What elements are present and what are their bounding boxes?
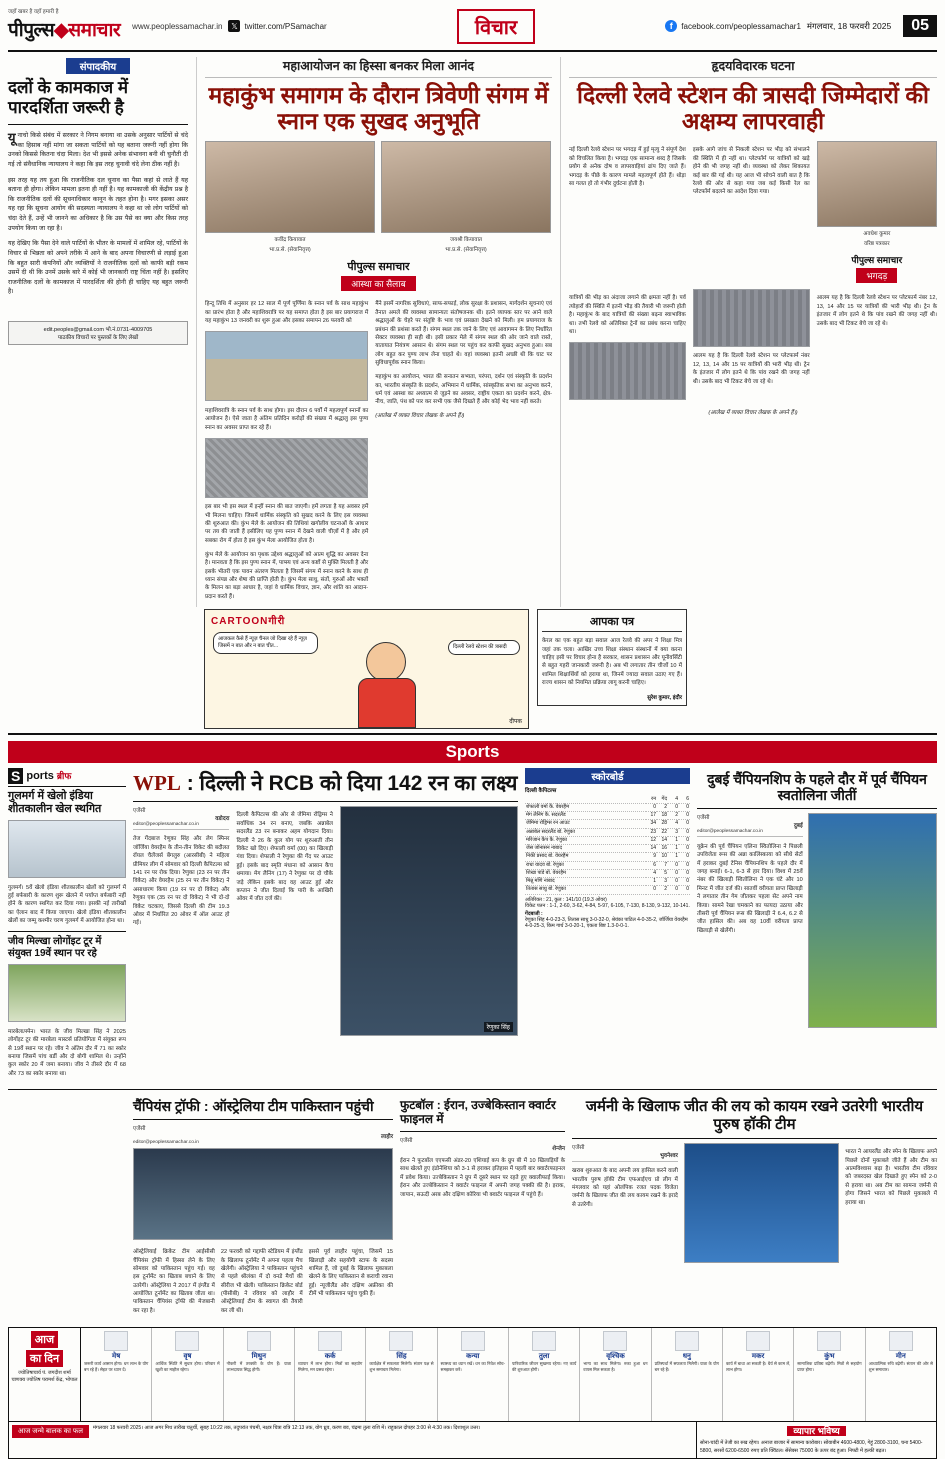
table-row bbox=[525, 853, 690, 861]
cartoon-title: CARTOONगीरी bbox=[211, 615, 286, 627]
sports-section-bar: Sports bbox=[8, 741, 937, 763]
editorial-paragraph-3: यह देखिए कि पैसा देने वाले पार्टियों के भीतर के मामलों में शामिल रहे, पार्टियों के विचार से भिन्नता को अपने तरीके में आने के बाद अपना विचारणी से लड़ाई हुआ कि बहुत सारी कंपनियों और व्यक्तियों ने राजनीतिक दलों को काफी बड़ी रकम उसमें दी थी कि उनमें उसके बारे में कोई भी जानकारी राष्ट्र चिंता नहीं है। इसलिए राजनीतिक दलों के कामकाज में पारदर्शिता की होनी ही चाहिए यह बहुत जरूरी है। bbox=[8, 240, 188, 296]
wpl-agency: एजेंसी bbox=[133, 807, 146, 814]
horoscope-item bbox=[866, 1328, 936, 1421]
score-value: 0 bbox=[668, 869, 679, 877]
logo-tagline: जहाँ खबर है वहाँ हमारी है bbox=[8, 9, 59, 16]
score-value: 14 bbox=[657, 836, 668, 844]
letter-text: केरल का एक बहुत बड़ा सवाल आज रेलवे की अपर ने शिक्षा मित्र जहां तक चला। आखिर उच्च शिक्षा संस्थान संस्थानों में क्या करना चाहिए इसी पर विचार होना है सरकार, शासन प्रशासन और यूनीवर्सिटी से बहुत गहरी जानकारी जरूरी है। अब भी लगातार तीन चीजों 10 में शामिल शिक्षार्थियों को हराया था, जिनमें ज्यादा सवाल उठाए गए हैं। राज्य शासन को नियमित प्रक्रिया लागू करनी चाहिए। bbox=[542, 638, 682, 687]
panchang-text: मंगलवार 18 फरवरी 2025। आज अगर मिथ तारीख चतुर्थी, सुबह 10:22 तक, तदुपरांत पंचमी, नक्षत्र चित्रा रात्रि 12:13 तक, योग ध्रुव, करण बव, चंद्रमा तुला राशि में। राहुकाल दोपहर 3:00 से 4:30 तक। दिशाशूल उत्तर। bbox=[93, 1424, 481, 1431]
score-value: 3 bbox=[668, 828, 679, 836]
horoscope-item bbox=[652, 1328, 723, 1421]
zodiac-icon bbox=[175, 1331, 199, 1351]
zodiac-text: आर्थिक स्थिति में सुधार होगा। परिवार में खुशी का माहौल रहेगा। bbox=[155, 1360, 220, 1372]
horoscope-title-block bbox=[9, 1328, 81, 1421]
right-p5-lead: आलम यह है कि दिल्ली रेलवे स्टेशन पर प्लेटफार्म नंबर 12, 13, 14 और 15 पर यात्रियों की भारी भीड़ थी। ट्रेन के इंतजार में लोग इतने थे कि पांव रखने की जगह नहीं थी। उसके बाद भी टिकट बेचे जा रहे थे। bbox=[816, 295, 938, 327]
bottom-info-bar bbox=[8, 1422, 937, 1459]
masthead bbox=[8, 6, 937, 52]
cartoon-body bbox=[358, 678, 416, 728]
sports-brief-word: ब्रीफ bbox=[56, 771, 72, 782]
tennis-photo bbox=[808, 813, 937, 1028]
zodiac-name: धनु bbox=[682, 1352, 691, 1360]
score-value: 0 bbox=[679, 878, 690, 886]
sports-brief-column bbox=[8, 768, 126, 1084]
score-value: 0 bbox=[679, 803, 690, 811]
letter-sign: सुरेश कुमार, इंदौर bbox=[647, 695, 682, 702]
score-value: 23 bbox=[646, 828, 657, 836]
table-row bbox=[525, 812, 690, 820]
zodiac-name: मकर bbox=[751, 1352, 765, 1360]
center-kicker: महाआयोजन का हिस्सा बनकर मिला आनंद bbox=[282, 59, 475, 73]
score-value: 0 bbox=[646, 803, 657, 811]
page-number: 05 bbox=[903, 15, 937, 37]
zodiac-name: कुंभ bbox=[824, 1352, 835, 1360]
wpl-headline: : दिल्ली ने RCB को दिया 142 रन का लक्ष्य bbox=[186, 771, 518, 795]
facebook-link[interactable] bbox=[665, 20, 801, 32]
horoscope-title-2: का दिन bbox=[26, 1350, 63, 1367]
hockey-place: भुवनेश्वर bbox=[659, 1152, 678, 1159]
hockey-agency: एजेंसी bbox=[572, 1144, 585, 1151]
zodiac-text: भाग्य का साथ मिलेगा। रुका हुआ धन वापस मिल सकता है। bbox=[583, 1360, 648, 1372]
zodiac-name: मीन bbox=[895, 1352, 906, 1360]
section-label: विचार bbox=[474, 16, 518, 39]
horoscope-item bbox=[224, 1328, 295, 1421]
market-block bbox=[696, 1422, 936, 1459]
cartoonist-sign: दीपक bbox=[509, 718, 522, 725]
cartoon-bubble-right: दिल्ली रेलवे स्टेशन की त्रासदी bbox=[448, 640, 520, 655]
football-body: ईरान ने फुटबॉल एएफसी अंडर-20 एशियाई कप के ग्रुप बी में 10 खिलाड़ियों के साथ खेलते हुए इंडोनेशिया को 3-1 से हराकर इतिहास में पहली बार क्वार्टरफाइनल में प्रवेश किया। उज्बेकिस्तान ने ग्रुप में दूसरे स्थान पर रहते हुए क्वालीफाई किया। ईरान और उज्बेकिस्तान ने क्वार्टर फाइनल में अपनी जगह पक्की की है। इराक, जापान, सऊदी अरब और दक्षिण कोरिया भी क्वार्टर फाइनल में पहुंचे हैं। bbox=[400, 1158, 565, 1198]
wpl-col1: तेज गेंदबाज रेणुका सिंह और लेग स्पिनर जॉर्जिया वेयरहैम के तीन-तीन विकेट की बदौलत रॉयल चैलेंजर्स बेंगलुरु (आरसीबी) ने महिला प्रीमियर लीग में सोमवार को दिल्ली कैपिटल्स को 141 रन पर रोक दिया। रेणुका (23 रन पर तीन विकेट) और वेयरहैम (25 रन पर तीन विकेट) ने असाधारण किया (19 रन पर दो विकेट) और रेणुका एक (35 रन पर दो विकेट) ने भी दो-दो विकेट चटकाए, जिससे दिल्ली की टीम 19.3 ओवर में निर्धारित 20 ओवर में ऑल आउट हो गई। bbox=[133, 836, 230, 927]
center-col2-p3: (आलेख में व्यक्त विचार लेखक के अपने हैं।) bbox=[375, 413, 465, 420]
panchang-block bbox=[9, 1422, 696, 1459]
sports-brief-logo-word: ports bbox=[26, 769, 54, 782]
right-brand-badge bbox=[817, 253, 937, 284]
zodiac-text: व्यापार में लाभ होगा। मित्रों का सहयोग मिलेगा, मन प्रसन्न रहेगा। bbox=[297, 1360, 363, 1372]
author-photo-2 bbox=[381, 141, 551, 233]
score-value: 0 bbox=[668, 861, 679, 869]
masthead-left bbox=[8, 10, 327, 42]
score-value: 16 bbox=[657, 845, 668, 853]
score-value: 0 bbox=[668, 878, 679, 886]
editorial-note: पाठकीय विचारों पर पुस्तकों के लिए लेखों bbox=[57, 335, 139, 342]
zodiac-icon bbox=[603, 1331, 627, 1351]
table-row bbox=[525, 828, 690, 836]
horoscope-item bbox=[509, 1328, 580, 1421]
letter-box bbox=[537, 609, 687, 707]
player-name: जेस जोनासन नाबाद bbox=[525, 845, 646, 853]
scoreboard-extras: अतिरिक्त : 21, कुल : 141/10 (19.3 ओवर) bbox=[525, 896, 607, 903]
score-value: 0 bbox=[679, 869, 690, 877]
wpl-photo-caption: रेणुका सिंह bbox=[484, 1022, 513, 1032]
market-text: सोना-चांदी में तेजी का रुख रहेगा। अनाज बाजार में सामान्य कारोबार। सोयाबीन 4600-4800, गेहूं 2800-3100, चना 5400-5800, सरसों 6200-6500 रुपए प्रति क्विंटल। सेंसेक्स 75000 के ऊपर बंद हुआ। निफ्टी में हल्की बढ़त। bbox=[700, 1440, 923, 1454]
zodiac-icon bbox=[318, 1331, 342, 1351]
horoscope-item bbox=[438, 1328, 509, 1421]
ct-col1: ऑस्ट्रेलियाई क्रिकेट टीम आईसीसी चैंपियंस ट्रॉफी में हिस्सा लेने के लिए सोमवार को पाकिस्तान पहुंच गई। वह इस टूर्नामेंट का खिताब बचाने के लिए उतरेगी। ऑस्ट्रेलिया ने 2017 में इंग्लैंड में आयोजित टूर्नामेंट का खिताब जीता था। पाकिस्तान चैंपियंस ट्रॉफी की मेजबानी कर रहा है। bbox=[133, 1249, 215, 1314]
right-p5: (आलेख में व्यक्त विचार लेखक के अपने हैं।) bbox=[708, 409, 798, 416]
zodiac-icon bbox=[675, 1331, 699, 1351]
zodiac-text: स्वास्थ्य का ध्यान रखें। धन का निवेश सोच-समझकर करें। bbox=[440, 1360, 505, 1372]
score-value: 2 bbox=[657, 803, 668, 811]
right-kicker: हृदयविदारक घटना bbox=[711, 59, 795, 73]
score-value: 4 bbox=[646, 869, 657, 877]
cartoon-block bbox=[204, 609, 529, 729]
website-url[interactable]: www.peoplessamachar.in bbox=[132, 21, 223, 31]
sports-row-2 bbox=[8, 1095, 937, 1321]
horoscope-item bbox=[580, 1328, 651, 1421]
center-col2-p2: महाकुंभ का आयोजन, भारत की सनातन सभ्यता, परंपरा, दर्शन एवं संस्कृति के प्रदर्शन का, भारतीय संस्कृति के प्रदर्शन, अभिमान में धार्मिक, सांस्कृतिक सभा का अनुभव करने, धर्म एवं आस्था का अध्यात्म से जुड़ने का अवसर, राष्ट्रीय एकता का प्रदर्शन करने, क्षेत्र-नीच, जाति, पंथ को पार कर सभी एक जैसे दिखते हैं और कोई भेद भाव नहीं करते। bbox=[375, 374, 552, 406]
wpl-column bbox=[133, 768, 518, 1084]
facebook-handle: facebook.com/peoplessamachar1 bbox=[681, 21, 801, 31]
scoreboard-fow: विकेट पतन : 1-1, 2-60, 3-62, 4-84, 5-97, 6-105, 7-130, 8-130, 9-132, 10-141. bbox=[525, 902, 690, 909]
center-col1-p3: इस बार भी इस स्थल में इन्हीं स्नान की बात जाएगी। हमें लगता है यह अवसर हमें भी मिलना चाहिए। जिसमें धार्मिक संस्कृति को सुखद करने के लिए इस व्यवस्था की शुरुआत की। कुंभ मेले के आयोजन की तिथियां खगोलीय घटनाओं के आधार पर तय की जाती हैं इसीलिए यह पुण्य स्नान में देखने वाली चीज़ों में है और हमें सबका रोग में होता है इस कुंभ मेला आयोजित होता है। bbox=[205, 504, 369, 544]
zodiac-name: सिंह bbox=[396, 1352, 407, 1360]
score-value: 4 bbox=[668, 820, 679, 828]
score-value: 1 bbox=[668, 836, 679, 844]
player-name: निकी प्रसाद बो. वेयरहैम bbox=[525, 853, 646, 861]
wpl-label: WPL bbox=[133, 770, 181, 795]
center-col1-p2: महाशिवरात्रि के स्नान पर्व के साथ होगा। इस दौरान 6 पर्वों में महत्वपूर्ण स्नानों का आयोजन है। ऐसे जाता है अंतिम प्रतिदिन करोड़ों की संख्या में श्रद्धालु इस पुण्य स्नान का अवसर प्राप्त कर रहे हैं। bbox=[205, 407, 369, 431]
crowd-photo bbox=[205, 438, 368, 498]
horoscope-item bbox=[794, 1328, 865, 1421]
score-value: 7 bbox=[657, 861, 668, 869]
editorial-contact[interactable] bbox=[8, 321, 188, 345]
player-name: अन्नाबेल सदरलैंड बो. रेणुका bbox=[525, 828, 646, 836]
brief-photo-2 bbox=[8, 964, 126, 1022]
letter-block bbox=[537, 609, 687, 729]
score-value: 0 bbox=[679, 845, 690, 853]
football-headline: फुटबॉल : ईरान, उज्बेकिस्तान क्वार्टर फाइनल में bbox=[400, 1097, 556, 1127]
player-name: शिखा पांडे बो. वेयरहैम bbox=[525, 869, 646, 877]
table-row bbox=[525, 836, 690, 844]
publication-logo: जहाँ खबर है वहाँ हमारी है पीपुल्स◆समाचार bbox=[8, 9, 121, 41]
right-p2: इसके आगे जांच से निकली स्टेशन पर भीड़ को संभालने की स्थिति में ही नहीं था। प्लेटफॉर्म पर यात्रियों को खड़े होने की भी जगह नहीं थी। व्यवस्था को लेकर शिकायत कई बार की गई थी। यह आज भी सोचने वाली बात है कि रेलवे की ओर से कहा गया जब कई किसी रेल का प्लेटफॉर्म बदलने का आदेश दिया गया। bbox=[692, 147, 810, 196]
table-row bbox=[525, 886, 690, 894]
player-name: शेफाली वर्मा कै. वेयरहैम bbox=[525, 803, 646, 811]
score-value: 1 bbox=[646, 878, 657, 886]
cartoon-panel bbox=[204, 609, 529, 729]
horoscope-astrologer: ज्योतिषाचार्य पं. जगदीश शर्मा चाणक्य ज्योतिष परामर्श केंद्र, भोपाल bbox=[11, 1369, 78, 1383]
logo-word-1: पीपुल्स bbox=[8, 19, 55, 41]
wpl-col2: दिल्ली कैपिटल्स की ओर से जेमिमा रोड्रिग्स ने सर्वाधिक 34 रन बनाए, जबकि अन्नाबेल सदरलैंड 23 रन बनाकर अहम योगदान दिया। दिल्ली ने 26 के कुल योग पर शुरुआती तीन विकेट खो दिए। शेफाली वर्मा (00) का खिलाड़ी गंवा दिया। शेफाली ने रेणुका की गेंद पर आउट हुई। इसके बाद स्मृति मंधाना को आसान कैच थमाया। मेग लैनिंग (17) ने रेणुका पर दो चौके जड़े लेकिन इसके बाद वह आउट हुई और कप्तान ने जीत दिलाई कि पारी के आखिरी ओवर में जीत दर्ज की। bbox=[236, 812, 333, 903]
market-title: व्यापार भविष्य bbox=[787, 1426, 845, 1436]
zodiac-text: पारिवारिक जीवन सुखमय रहेगा। नए कार्य की शुरुआत होगी। bbox=[511, 1360, 577, 1372]
score-col-sixes: 6 bbox=[679, 796, 690, 804]
cartoon-figure bbox=[354, 642, 420, 728]
zodiac-text: प्रतिस्पर्धा में सफलता मिलेगी। यात्रा के योग बन रहे हैं। bbox=[654, 1360, 719, 1372]
player-name: मिन्नू मणि नाबाद bbox=[525, 878, 646, 886]
score-value: 14 bbox=[646, 845, 657, 853]
right-story-column bbox=[569, 57, 937, 607]
right-author-photo bbox=[817, 141, 937, 227]
zodiac-icon bbox=[104, 1331, 128, 1351]
horoscope-item bbox=[81, 1328, 152, 1421]
editorial-tag: संपादकीय bbox=[66, 58, 130, 74]
author-role-1: भा.प्र.से. (सेवानिवृत्त) bbox=[269, 246, 311, 253]
author-photos bbox=[205, 141, 552, 253]
right-p1: नई दिल्ली रेलवे स्टेशन पर भगदड़ में हुई मृत्यु ने संपूर्ण देश को विचलित किया है। भगदड़ एक सामान्य शब्द है जिसके प्रयोग से अनेक दोष व लापरवाहियां ढांप दिए जाते हैं। भगदड़ के पीछे के कारण मामले महत्वपूर्ण होते हैं। थोड़ा सा गलत हो तो गंभीर दुर्घटना होती है। bbox=[569, 147, 686, 188]
center-brand: पीपुल्स समाचार bbox=[347, 260, 410, 273]
tennis-place: दुबई bbox=[793, 823, 803, 830]
sports-row-1 bbox=[8, 768, 937, 1084]
score-value: 0 bbox=[668, 886, 679, 894]
zodiac-name: कर्क bbox=[324, 1352, 336, 1360]
score-value: 17 bbox=[646, 812, 657, 820]
cartoon-head bbox=[366, 642, 406, 682]
sports-brief-header bbox=[8, 768, 126, 787]
zodiac-text: कार्य में बाधा आ सकती है। धैर्य से काम लें, लाभ होगा। bbox=[725, 1360, 791, 1372]
wpl-place: वडोदरा bbox=[215, 815, 230, 822]
score-value: 1 bbox=[668, 845, 679, 853]
zodiac-icon bbox=[746, 1331, 770, 1351]
table-row bbox=[525, 861, 690, 869]
zodiac-name: मेष bbox=[112, 1352, 121, 1360]
hockey-photo bbox=[684, 1143, 839, 1263]
center-sub-badge: आस्था का सैलाब bbox=[341, 276, 416, 291]
right-p3: यात्रियों की भीड़ का अंदाजा लगाने की क्षमता नहीं है। पर्व त्योहारों की स्थिति में इतनी भीड़ की तैयारी भी जरूरी होती है। महाकुंभ के बाद यात्रियों की संख्या बढ़ना स्वाभाविक था। तभी रेलवे को अतिरिक्त ट्रेनों का प्रबंध करना चाहिए था। bbox=[569, 295, 686, 336]
ct-email[interactable]: editor@peoplessamachar.co.in bbox=[133, 1139, 199, 1145]
x-icon: 𝕏 bbox=[228, 20, 240, 32]
score-value: 1 bbox=[668, 853, 679, 861]
editorial-email: edit.peoples@gmail.com भो.नं.0731-4009705 bbox=[43, 327, 153, 334]
tennis-headline: दुबई चैंपियनशिप के पहले दौर में पूर्व चैंपियन स्वतोलिना जीतीं bbox=[707, 770, 927, 804]
score-col-fours: 4 bbox=[668, 796, 679, 804]
zodiac-text: सामाजिक प्रतिष्ठा बढ़ेगी। मित्रों से सहयोग प्राप्त होगा। bbox=[797, 1360, 862, 1372]
ct-agency: एजेंसी bbox=[133, 1125, 146, 1132]
horoscope-item bbox=[152, 1328, 223, 1421]
scoreboard-bowling-head: गेंदबाजी : bbox=[525, 910, 543, 917]
center-col1-p4: कुंभ मेले के आयोजन का पृथक उद्देश्य श्रद्धालुओं को आत्म शुद्धि का अवसर देना है। मानवता है कि इस पुण्य स्नान में, पाप्स्य एवं अन्य कष्टों से मुक्ति मिलती है और इसके भीतरी एक पावन अंतरण मिलता है जिसमें संगम में स्नान करने के साथ ही ध्यान संपन्न और शेषा की प्राप्ति होती है। कुंभ मेला साधु, संतों, गुरुओं और भक्तों के मिलन का बड़ा आधार है, जहां वे धार्मिक विचार, ज्ञान, और शांति का आदान-प्रदान करते हैं। bbox=[205, 551, 369, 600]
top-section bbox=[8, 57, 937, 607]
scoreboard-table bbox=[525, 796, 690, 895]
zodiac-text: कार्यक्षेत्र में सफलता मिलेगी। संतान पक्ष से शुभ समाचार मिलेगा। bbox=[369, 1360, 434, 1372]
score-value: 3 bbox=[657, 878, 668, 886]
score-value: 0 bbox=[668, 803, 679, 811]
table-row bbox=[525, 803, 690, 811]
tennis-email[interactable]: editor@peoplessamachar.co.in bbox=[697, 829, 763, 835]
editorial-paragraph-2: इस तरह यह तय हुआ कि राजनीतिक दल चुनाव का पैसा कहां से लाते हैं यह बताना ही होगा। लेकिन मामला इतना ही नहीं है। यह कामकाजी की केंद्रीय प्रश्न है कि राजनीतिक दलों की सूचनाधिकार कानून के तहत होना है। मगर इसका असर यह रहा कि सूचना आयोग की सदस्यता न्यायालय ने कहा था जो लोग पार्टियों को चंदा देते हैं, उन्हें भी जानने का अधिकार है कि उस पैसे का क्या और किस तरह उपयोग किया जा रहा है। bbox=[8, 176, 188, 232]
station-photo-1 bbox=[569, 342, 686, 400]
hockey-col1: खराब शुरुआत के बाद अपनी लय हासिल करने वाली भारतीय पुरुष हॉकी टीम एफआईएच प्रो लीग में मंगलवार को यहां ओलंपिक रजत पदक विजेता जर्मनी के खिलाफ जीत की लय कायम रखने के इरादे से उतरेगी। bbox=[572, 1168, 678, 1208]
brief-body-1: गुलमर्ग। 5वें खेलो इंडिया शीतकालीन खेलों को गुलमर्ग में हुई बर्फबारी के कारण शुरू खेलने में पर्याप्त बर्फबारी नहीं होने के कारण स्थगित कर दिया गया। इसकी नई तारीखों का ऐलान बाद में किया जाएगा। खेलो इंडिया शीतकालीन खेलों का जम्मू कश्मीर चरण गुलमर्ग में आयोजित होना था। bbox=[8, 884, 126, 925]
cartoon-bubble-left: आजकल कैसे हैं न्यूज़ चैनल जो दिखा रहे हैं न्यूज़ जिसमें न बात और न बात चीत... bbox=[213, 632, 318, 654]
score-value: 22 bbox=[657, 828, 668, 836]
twitter-link[interactable] bbox=[228, 20, 326, 32]
score-value: 18 bbox=[657, 812, 668, 820]
brief-body-2: मारबेला/स्पेन। भारत के जीव मिल्खा सिंह ने 2025 लोगोंइट टूर की मारबेला मास्टर्स प्रतियोगिता में संयुक्त रूप से 19वें स्थान पर रहे। जीव ने अंतिम दौर में 71 का स्कोर बनाया जिसमें पांच बर्डी और दो बोगी शामिल थे। उन्होंने कुल स्कोर 20 में जमा बनाया। जीव ने तीसरे दौर में 68 और 73 का स्कोर बनाया था। bbox=[8, 1028, 126, 1077]
editorial-headline: दलों के कामकाज में पारदर्शिता जरूरी है bbox=[8, 78, 129, 118]
wpl-email[interactable]: editor@peoplessamachar.co.in bbox=[133, 821, 199, 827]
score-value: 0 bbox=[679, 886, 690, 894]
horoscope-title-1: आज bbox=[31, 1331, 58, 1348]
score-value: 10 bbox=[657, 853, 668, 861]
score-value: 0 bbox=[679, 853, 690, 861]
center-story-column bbox=[196, 57, 561, 607]
ghat-photo bbox=[205, 331, 368, 401]
center-headline: महाकुंभ समागम के दौरान त्रिवेणी संगम में स्नान एक सुखद अनुभूति bbox=[208, 82, 549, 135]
hockey-headline: जर्मनी के खिलाफ जीत की लय को कायम रखने उतरेगी भारतीय पुरुष हॉकी टीम bbox=[585, 1097, 924, 1133]
ct-place: लाहौर bbox=[381, 1133, 393, 1140]
horoscope-strip bbox=[8, 1327, 937, 1422]
scoreboard-team: दिल्ली कैपिटल्स bbox=[525, 787, 557, 794]
zodiac-name: मिथुन bbox=[251, 1352, 266, 1360]
ct-headline: चैंपियंस ट्रॉफी : ऑस्ट्रेलिया टीम पाकिस्तान पहुंची bbox=[133, 1097, 374, 1114]
zodiac-name: वृष bbox=[183, 1352, 192, 1360]
football-column bbox=[400, 1095, 565, 1321]
zodiac-text: आध्यात्मिक रुचि बढ़ेगी। संतान की ओर से शुभ समाचार। bbox=[868, 1360, 933, 1372]
score-value: 2 bbox=[657, 886, 668, 894]
scoreboard-column bbox=[525, 768, 690, 1084]
score-value: 5 bbox=[657, 869, 668, 877]
tennis-body: यूक्रेन की पूर्व चैंपियन एलिना स्वितोलिना ने पिछली उपविजेता रूस की अन्ना कालिंस्काया को सीधे सेटों में हराकर दुबई टेनिस चैंपियनशिप के पहले दौर में जगह बनाई। 6-1, 6-3 से हार दिया। विश्व में 25वें नंबर की खिलाड़ी स्वितोलिना ने एक घंटे और 10 मिनट में जीत दर्ज की। सातवीं वरीयता प्राप्त खिलाड़ी ने लगातार तीन गेम जीतकर पहला सेट अपने नाम किया। सामने रेखा चमकाने का फायदा उठाया और तीसरी पूर्व चैंपियन रूस की खिलाड़ी ने 6.4, 6.2 से जीत हासिल की। अब वह 10वीं वरीयता प्राप्त खिलाड़ी से खेलेंगी। bbox=[697, 843, 803, 934]
tennis-column bbox=[697, 768, 937, 1084]
ct-col2: 22 फरवरी को गद्दाफी स्टेडियम में इंग्लैंड के खिलाफ टूर्नामेंट में अपना पहला मैच खेलेगी। ऑस्ट्रेलिया ने पाकिस्तान पहुंचने से पहले श्रीलंका में दो वनडे मैचों की सीरीज भी खेली। पाकिस्तान क्रिकेट बोर्ड (पीसीबी) ने रविवार को लाहौर में ऑस्ट्रेलियाई टीम के स्वागत की तैयारी कर ली थी। bbox=[220, 1249, 303, 1314]
table-row bbox=[525, 820, 690, 828]
right-sub-badge: भगदड़ bbox=[856, 268, 897, 283]
table-row bbox=[525, 869, 690, 877]
wpl-photo bbox=[340, 806, 518, 1036]
tennis-agency: एजेंसी bbox=[697, 815, 710, 822]
ct-col3: इससे पूर्व लाहौर पहुंचा, जिसमें 15 खिलाड़ी और सहयोगी स्टाफ के सदस्य शामिल हैं, जो दुबई के खिलाफ मुकाबला खेलने के लिए पाकिस्तान से कराची रवाना हुई। न्यूजीलैंड और दक्षिण अफ्रीका की टीमें भी पाकिस्तान पहुंच चुकी हैं। bbox=[308, 1249, 393, 1298]
score-col-balls: गेंद bbox=[657, 796, 668, 804]
author-photo-1 bbox=[205, 141, 375, 233]
zodiac-icon bbox=[532, 1331, 556, 1351]
section-title bbox=[457, 9, 535, 44]
zodiac-icon bbox=[389, 1331, 413, 1351]
horoscope-item bbox=[723, 1328, 794, 1421]
score-value: 0 bbox=[679, 820, 690, 828]
editorial-paragraph-1: यूनाचो किसे संबंध में सरकार ने निगम बनाया था उसके अनुसार पार्टियों से चंदे का हिसाब नहीं मांगा जा सकता पार्टियों को यह बताना जरूरी नहीं होगा कि उनको किससे कितना चंदा मिला। देश भी इससे अनेक संभावना बनी थी चुनौती दी गई तो संवैधानिक न्यायालय ने कहा कि इस तरह चुनावी चंदे लेना ठीक नहीं है। bbox=[8, 129, 188, 168]
zodiac-name: कन्या bbox=[466, 1352, 480, 1360]
brief-headline-2: जीव मिल्खा लोगोंइट टूर में संयुक्त 19वें स्थान पर रहे bbox=[8, 936, 102, 960]
zodiac-name: तुला bbox=[538, 1352, 550, 1360]
score-col-runs: रन bbox=[646, 796, 657, 804]
score-value: 2 bbox=[668, 812, 679, 820]
horoscope-item bbox=[295, 1328, 366, 1421]
masthead-right bbox=[665, 15, 937, 37]
hockey-col2: भारत ने आयरलैंड और स्पेन के खिलाफ अपने पिछले दोनों मुकाबले जीते हैं और टीम का आत्मविश्वास बढ़ा है। भारतीय टीम रविवार को जबरदस्त खेल दिखाते हुए स्पेन को 2-0 से हराया था। अब टीम का सामना जर्मनी से होगा जिसने भारत को पिछले मुकाबले में हराया था। bbox=[845, 1149, 938, 1206]
score-value: 12 bbox=[646, 836, 657, 844]
right-headline: दिल्ली रेलवे स्टेशन की त्रासदी जिम्मेदारों की अक्षम्य लापरवाही bbox=[577, 82, 929, 135]
player-name: तितास साधु बो. रेणुका bbox=[525, 886, 646, 894]
zodiac-text: जरूरी कार्य आसान होगा। धन लाभ के योग बन रहे हैं। सेहत पर ध्यान दें। bbox=[84, 1360, 149, 1372]
score-value: 0 bbox=[679, 861, 690, 869]
player-name: मेग लैनिंग कै. सदरलैंड bbox=[525, 812, 646, 820]
right-brand: पीपुल्स समाचार bbox=[851, 254, 903, 265]
right-p4: आलम यह है कि दिल्ली रेलवे स्टेशन पर प्लेटफार्म नंबर 12, 13, 14 और 15 पर यात्रियों की भारी भीड़ थी। ट्रेन के इंतजार में लोग इतने थे कि पांव रखने की जगह नहीं थी। उसके बाद भी टिकट बेचे जा रहे थे। bbox=[692, 353, 810, 385]
score-value: 6 bbox=[646, 861, 657, 869]
zodiac-name: वृश्चिक bbox=[606, 1352, 625, 1360]
table-row bbox=[525, 878, 690, 886]
ct-photo bbox=[133, 1148, 393, 1240]
score-value: 0 bbox=[679, 828, 690, 836]
sports-brief-logo-letter: S bbox=[8, 768, 23, 784]
zodiac-text: नौकरी में तरक्की के योग हैं। यात्रा लाभदायक सिद्ध होगी। bbox=[226, 1360, 291, 1372]
zodiac-icon bbox=[247, 1331, 271, 1351]
brief-headline-1: गुलमर्ग में खेलो इंडिया शीतकालीन खेल स्थगित bbox=[8, 789, 102, 815]
author-name-2: जयश्री कियावात bbox=[450, 236, 483, 243]
score-value: 0 bbox=[646, 886, 657, 894]
scoreboard-bowling: रेणुका सिंह 4-0-23-3, तितास साधु 3-0-32-0, श्रेयंका पाटिल 4-0-35-2, जॉर्जिया वेयरहैम 4-0-25-3, किम गार्थ 3-0-20-1, एकता बिष्ट 1.3-0-0-1. bbox=[525, 916, 688, 929]
brief-photo-1 bbox=[8, 820, 126, 878]
player-name: राधा यादव बो. रेणुका bbox=[525, 861, 646, 869]
station-photo-2 bbox=[693, 289, 810, 347]
score-value: 34 bbox=[646, 820, 657, 828]
author-role-2: भा.प्र.से. (सेवानिवृत्त) bbox=[445, 246, 487, 253]
football-agency: एजेंसी bbox=[400, 1137, 413, 1144]
player-name: जेमिमा रोड्रिग्स रन आउट bbox=[525, 820, 646, 828]
score-value: 0 bbox=[679, 812, 690, 820]
editorial-column bbox=[8, 57, 188, 607]
hockey-column bbox=[572, 1095, 937, 1321]
center-brand-badge bbox=[205, 259, 552, 292]
logo-word-2: समाचार bbox=[68, 19, 121, 41]
center-col1-p1: हिन्दू तिथि में अनुसार हर 12 साल में पूर्ण पूर्णिमा के स्नान पर्व के साथ महाकुंभ का प्रारंभ होता है और महाशिवरात्रि पर यह समाप्त होता है इस बार प्रयागराज में यह महाकुंभ 13 जनवरी का शुरू हुआ और इसका समापन 26 फरवरी को bbox=[205, 301, 369, 325]
publication-date: मंगलवार, 18 फरवरी 2025 bbox=[806, 20, 892, 31]
author-name-1: कवींद्र कियावात bbox=[274, 236, 306, 243]
right-author-role: वरिष्ठ पत्रकार bbox=[864, 240, 890, 247]
player-name: मरिजान कैप कै. रेणुका bbox=[525, 836, 646, 844]
zodiac-icon bbox=[817, 1331, 841, 1351]
table-row bbox=[525, 845, 690, 853]
twitter-handle: twitter.com/PSamachar bbox=[244, 21, 327, 31]
football-place: शेन्जेन bbox=[552, 1145, 565, 1152]
score-value: 28 bbox=[657, 820, 668, 828]
facebook-icon: f bbox=[665, 20, 677, 32]
score-value: 0 bbox=[679, 836, 690, 844]
champions-trophy-column bbox=[133, 1095, 393, 1321]
right-author-name: अवधेश कुमार bbox=[863, 230, 891, 237]
scoreboard-title: स्कोरबोर्ड bbox=[525, 768, 690, 784]
horoscope-item bbox=[366, 1328, 437, 1421]
score-value: 9 bbox=[646, 853, 657, 861]
zodiac-icon bbox=[889, 1331, 913, 1351]
letter-title: आपका पत्र bbox=[542, 614, 682, 632]
scoreboard-header-row bbox=[525, 796, 690, 804]
center-col2-p1: मैंने इसमें नागरिक सुविधाएं, साफ-सफाई, लोक सुरक्षा के प्रशासन, मार्गदर्शन सूचनाएं एवं तैनात अमले की व्यवस्था सामान्यतः संतोषजनक थी। इतने व्यापक स्तर पर आने वाले श्रद्धालुओं के चेहरे पर संतुष्टि के भाव एवं प्रसन्नता देखने को मिली। हम प्रयागराज के प्रबंधन की प्रशंसा करते हैं। संगम स्थल तक जाने के लिए एवं आवागमन के लिए निर्धारित सेक्टर व्यवस्था ही सही थी। इसी प्रकार मेले में संगम स्थल की ओर जाने वाले रास्ते, यातायात नियंत्रण आसान थे। संगम स्थल पर पहुंच कर काफी सुखद अनुभव हुआ। सब लोग बहुत कर पुण्य लाभ लेना चाहते थे। वहां व्यवस्था इतनी अच्छी थी कि घाट पर सुविधापूर्वक स्नान किया। bbox=[375, 301, 552, 367]
zodiac-icon bbox=[461, 1331, 485, 1351]
aaj-janme-badge: आज जन्मे बालक का फल bbox=[12, 1425, 89, 1438]
